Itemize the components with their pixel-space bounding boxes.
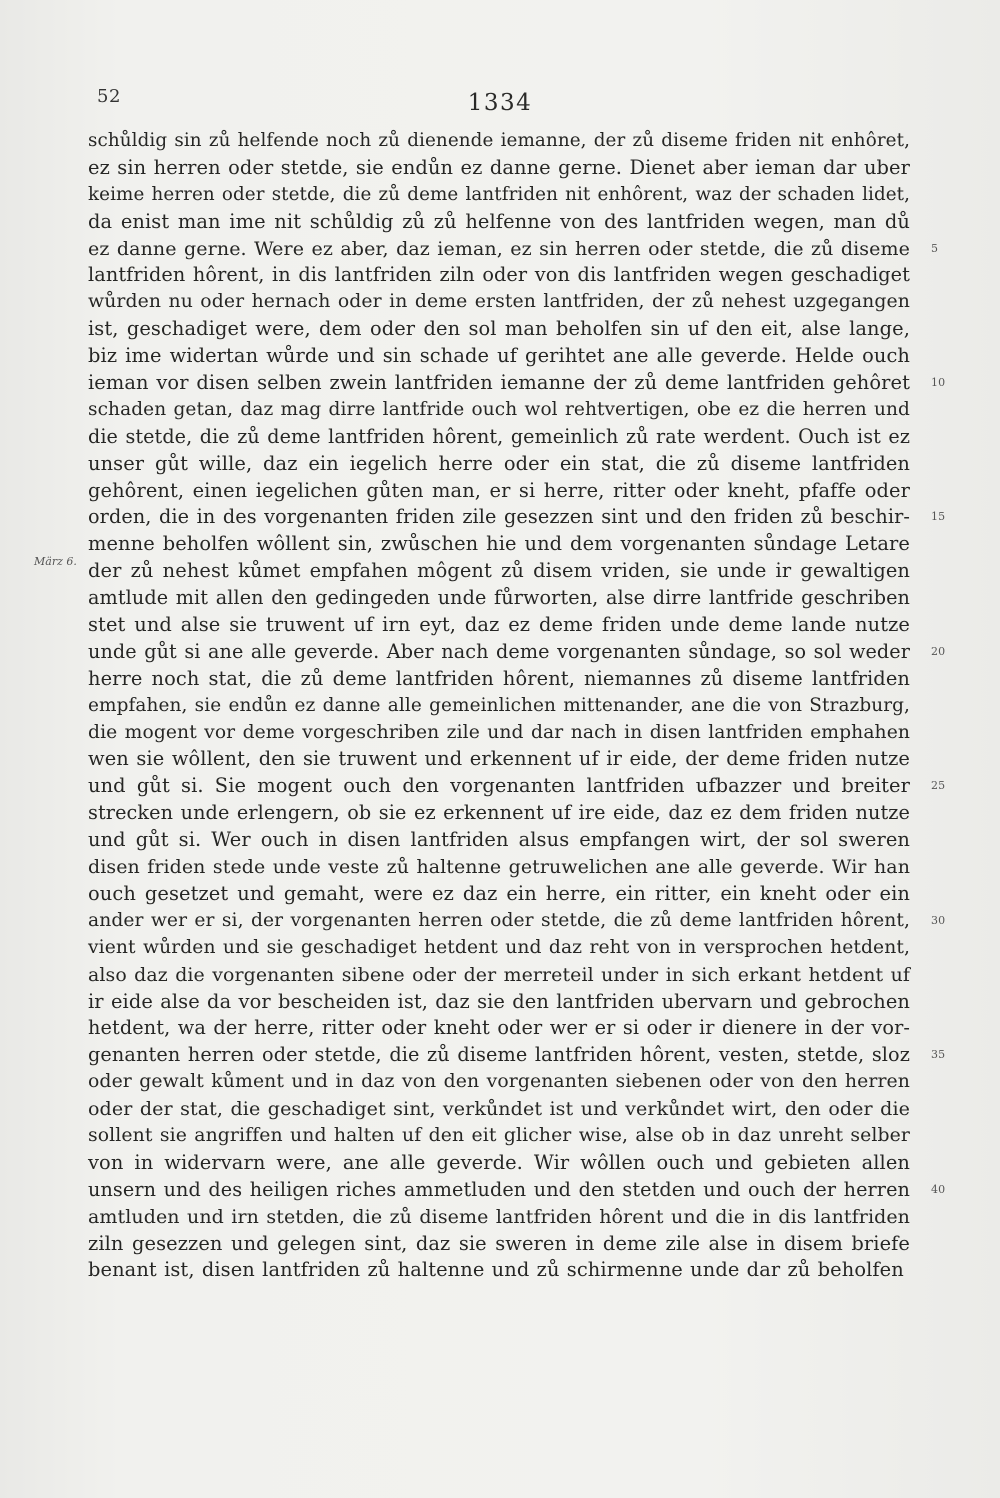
text-line [88, 989, 910, 1016]
text-line [88, 693, 910, 720]
text-line-content: ez sin herren oder stetde, sie endůn ez danne gerne. Dienet aber ieman dar uber [88, 155, 910, 179]
text-line-content: benant ist, disen lantfriden zů haltenne und zů schirmenne unde dar zů beholfen [88, 1258, 904, 1282]
text-line [88, 1042, 946, 1069]
text-line [88, 773, 946, 800]
line-number: 15 [931, 510, 946, 524]
text-line-content: ist, geschadiget were, dem oder den sol man beholfen sin uf den eit, alse lange, [88, 317, 910, 341]
text-line [88, 451, 910, 478]
text-line [88, 827, 910, 854]
text-line-content: ander wer er si, der vorgenanten herren oder stetde, die zů deme lantfriden hôrent, [88, 909, 910, 931]
text-line [88, 558, 910, 585]
text-line-content: empfahen, sie endůn ez danne alle gemeinlichen mittenander, ane die von Strazburg, [88, 694, 910, 716]
text-line-content: ez danne gerne. Were ez aber, daz ieman, ez sin herren oder stetde, die zů diseme [88, 237, 910, 260]
text-line [88, 1123, 910, 1150]
text-line-content: und gůt si. Wer ouch in disen lantfriden alsus empfangen wirt, der sol sweren [88, 828, 910, 852]
text-line [88, 1096, 910, 1123]
text-line-content: unde gůt si ane alle geverde. Aber nach deme vorgenanten sůndage, so sol weder [88, 639, 910, 663]
text-line [88, 746, 910, 773]
text-line [88, 478, 910, 505]
text-line-content: hetdent, wa der herre, ritter oder kneht oder wer er si oder ir dienere in der vor- [88, 1016, 910, 1040]
text-line [88, 1204, 910, 1231]
text-line-content: strecken unde erlengern, ob sie ez erkennent uf ire eide, daz ez dem friden nutze [88, 801, 910, 825]
text-line [88, 343, 910, 370]
text-line [88, 424, 910, 451]
line-number: 30 [931, 913, 946, 927]
text-line [88, 1015, 910, 1042]
text-line-content: oder der stat, die geschadiget sint, verkůndet ist und verkůndet wirt, den oder die [88, 1098, 910, 1121]
text-line [88, 236, 939, 263]
text-line-content: ziln gesezzen und gelegen sint, daz sie sweren in deme zile alse in disem briefe [88, 1231, 910, 1255]
text-line-content: amtlude mit allen den gedingeden unde fůrworten, alse dirre lantfride geschriben [88, 586, 910, 610]
text-line-content: sollent sie angriffen und halten uf den eit glicher wise, alse ob in daz unreht selber [88, 1124, 910, 1146]
text-line [88, 585, 910, 612]
text-line [88, 612, 910, 639]
text-line [88, 128, 910, 155]
text-line-content: von in widervarn were, ane alle geverde. Wir wôllen ouch und gebieten allen [88, 1150, 910, 1174]
text-line-content: unsern und des heiligen riches ammetluden und den stetden und ouch der herren [88, 1177, 910, 1201]
text-line [88, 316, 910, 343]
text-line [88, 1177, 946, 1204]
text-line-content: wen sie wôllent, den sie truwent und erkennent uf ir eide, der deme friden nutze [88, 747, 910, 771]
text-line-content: amtluden und irn stetden, die zů diseme lantfriden hôrent und die in dis lantfriden [88, 1205, 910, 1228]
text-line-content: ieman vor disen selben zwein lantfriden iemanne der zů deme lantfriden gehôret [88, 371, 910, 395]
text-line [88, 289, 910, 316]
line-number: 35 [931, 1048, 946, 1062]
text-line-content: ouch gesetzet und gemaht, were ez daz ein herre, ein ritter, ein kneht oder ein [88, 881, 910, 905]
text-line [88, 1069, 910, 1096]
text-line [88, 881, 910, 908]
text-line [88, 155, 910, 182]
text-line-content: also daz die vorgenanten sibene oder der merreteil under in sich erkant hetdent uf [88, 963, 910, 986]
text-line-content: und gůt si. Sie mogent ouch den vorgenanten lantfriden ufbazzer und breiter [88, 774, 910, 798]
text-line-content: orden, die in des vorgenanten friden zile gesezzen sint und den friden zů beschir- [88, 505, 910, 529]
line-number: 5 [931, 241, 939, 255]
text-line [88, 182, 910, 209]
text-line-content: biz ime widertan wůrde und sin schade uf gerihtet ane alle geverde. Helde ouch [88, 344, 910, 368]
line-number: 20 [931, 644, 946, 658]
text-line-content: schůldig sin zů helfende noch zů dienende iemanne, der zů diseme friden nit enhôret, [88, 130, 910, 151]
text-line-content: oder gewalt kůment und in daz von den vorgenanten siebenen oder von den herren [88, 1071, 910, 1093]
text-line [88, 209, 910, 236]
text-line-content: der zů nehest kůmet empfahen môgent zů disem vriden, sie unde ir gewaltigen [88, 559, 910, 583]
text-line [88, 666, 910, 693]
text-line [88, 262, 910, 289]
text-line [88, 1150, 910, 1177]
line-number: 40 [931, 1182, 946, 1196]
text-line-content: die mogent vor deme vorgeschriben zile und dar nach in disen lantfriden emphahen [88, 721, 910, 743]
text-line-content: da enist man ime nit schůldig zů zů helfenne von des lantfriden wegen, man dů [88, 209, 910, 233]
text-line [88, 720, 910, 747]
text-line [88, 962, 910, 989]
text-line [88, 370, 946, 397]
line-number: 10 [931, 376, 946, 390]
text-line-content: wůrden nu oder hernach oder in deme ersten lantfriden, der zů nehest uzgegangen [88, 291, 910, 313]
text-line [88, 1231, 910, 1258]
text-line [88, 1257, 910, 1284]
text-line-content: disen friden stede unde veste zů haltenne getruwelichen ane alle geverde. Wir han [88, 856, 910, 879]
text-line [88, 397, 910, 424]
text-line-content: herre noch stat, die zů deme lantfriden hôrent, niemannes zů diseme lantfriden [88, 666, 910, 690]
text-line-content: menne beholfen wôllent sin, zwůschen hie und dem vorgenanten sůndage Letare [88, 532, 910, 556]
text-line-content: schaden getan, daz mag dirre lantfride ouch wol rehtvertigen, obe ez die herren und [88, 398, 910, 420]
text-line-content: unser gůt wille, daz ein iegelich herre oder ein stat, die zů diseme lantfriden [88, 451, 910, 475]
text-line [88, 531, 910, 558]
text-line-content: keime herren oder stetde, die zů deme lantfriden nit enhôrent, waz der schaden lidet, [88, 183, 910, 205]
text-line-content: stet und alse sie truwent uf irn eyt, daz ez deme friden unde deme lande nutze [88, 613, 910, 637]
text-line-content: gehôrent, einen iegelichen gůten man, er si herre, ritter oder kneht, pfaffe oder [88, 478, 910, 502]
text-line [88, 504, 946, 531]
text-line-content: lantfriden hôrent, in dis lantfriden ziln oder von dis lantfriden wegen geschadiget [88, 263, 910, 287]
text-line [88, 639, 946, 666]
line-number: 25 [931, 779, 946, 793]
text-line [88, 908, 946, 935]
text-line [88, 935, 910, 962]
text-line [88, 800, 910, 827]
text-line-content: ir eide alse da vor bescheiden ist, daz sie den lantfriden ubervarn und gebrochen [88, 989, 910, 1013]
page-number: 52 [97, 86, 121, 107]
text-line-content: die stetde, die zů deme lantfriden hôrent, gemeinlich zů rate werdent. Ouch ist ez [88, 424, 910, 448]
margin-date-note: März 6. [34, 555, 77, 568]
text-line [88, 854, 910, 881]
text-line-content: genanten herren oder stetde, die zů diseme lantfriden hôrent, vesten, stetde, sloz [88, 1043, 910, 1067]
text-line-content: vient wůrden und sie geschadiget hetdent und daz reht von in versprochen hetdent, [88, 936, 910, 958]
body-text [88, 128, 946, 1284]
year-heading: 1334 [467, 90, 533, 116]
